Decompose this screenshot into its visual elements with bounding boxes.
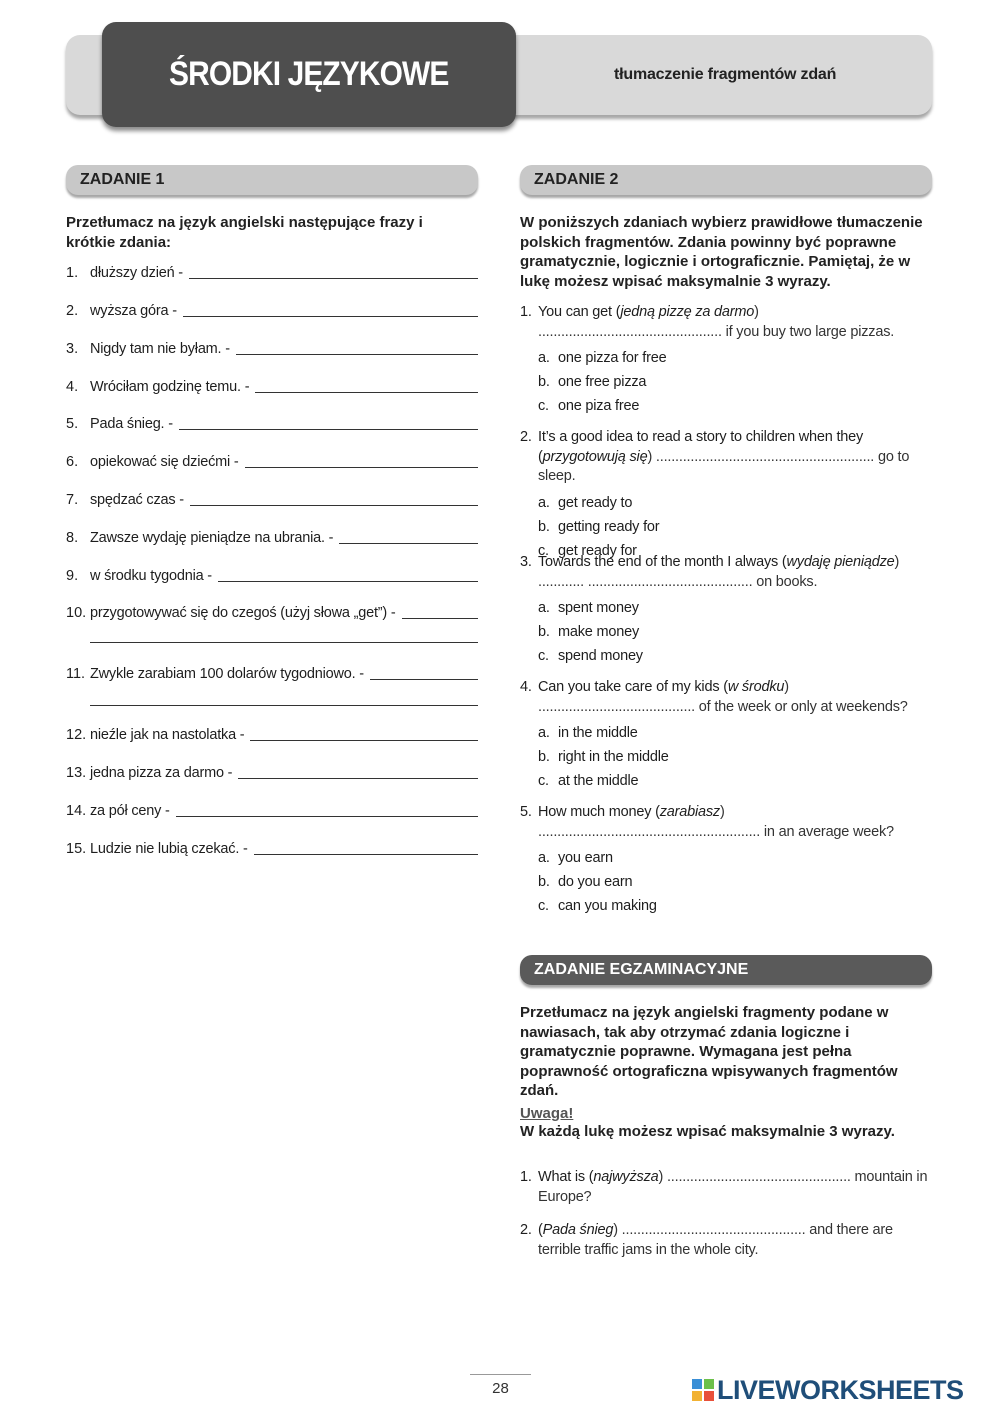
option-letter: a. [538,600,550,616]
header-title-box [102,22,516,127]
task2-question [520,553,936,668]
item-text: dłuższy dzień - [90,265,183,281]
exam-instruction: Przetłumacz na język angielski fragmenty podane w nawiasach, tak aby otrzymać zdania logiczne i gramatycznie poprawne. Wymagana jest pełna poprawność ortograficzna wpisywanych fragmentów zdań. [520,1004,898,1099]
option-letter: c. [538,542,549,559]
item-number: 4. [66,379,79,395]
option-text: getting ready for [558,518,660,535]
question-text-start: It’s a good idea to read a story to children when they ( [538,429,864,465]
item-number: 6. [66,454,79,470]
answer-line[interactable] [183,302,478,317]
item-number: 11. [66,666,86,682]
polish-hint: wydaję pieniądze [786,554,895,570]
question-gap[interactable]: ) .......................................................... in an average week? [538,804,894,840]
task2-instruction: W poniższych zdaniach wybierz prawidłowe tłumaczenie polskich fragmentów. Zdania powinny być poprawne gramatycznie, logicznie i ortograficznie. Pamiętaj, że w lukę możesz wpisać maksymalnie 3 wyrazy. [520,214,923,290]
answer-option[interactable] [538,370,936,394]
logo-squares-icon [692,1379,714,1401]
question-text-start: Can you take care of my kids ( [538,679,728,695]
task1-item[interactable] [66,802,478,819]
option-text: get ready for [558,542,637,559]
answer-line[interactable] [238,764,478,779]
option-letter: b. [538,874,550,890]
option-text: at the middle [558,773,639,789]
question-gap[interactable]: ) ......................................... of the week or only at weekends? [538,679,908,715]
task1-item[interactable] [66,378,478,395]
option-letter: a. [538,850,550,866]
answer-option[interactable] [538,346,936,370]
task1-item[interactable] [66,415,478,432]
task1-item[interactable] [66,604,478,621]
answer-options [538,346,936,418]
option-text: one piza free [558,398,640,414]
option-text: get ready to [558,494,633,511]
answer-option[interactable] [538,870,936,894]
logo-square [704,1379,714,1389]
polish-hint: w środku [727,679,785,695]
item-text: opiekować się dziećmi - [90,454,239,470]
task2-question [520,303,936,418]
answer-line[interactable] [255,378,478,393]
answer-options [538,491,936,563]
task1-item[interactable] [66,726,478,743]
answer-line[interactable] [245,453,478,468]
answer-option[interactable] [538,846,936,870]
item-number: 1. [66,265,79,281]
option-letter: b. [538,518,550,535]
answer-options [538,721,936,793]
task1-heading: ZADANIE 1 [66,165,478,195]
answer-options [538,846,936,918]
item-number: 9. [66,568,79,584]
answer-line-continued[interactable] [90,705,478,706]
option-text: you earn [558,850,613,866]
question-text-start: You can get ( [538,304,621,320]
task2-question [520,678,936,793]
question-gap[interactable]: ) ................................................ mountain in Europe? [538,1169,928,1205]
item-number: 2. [66,303,79,319]
item-number: 12. [66,727,87,743]
answer-option[interactable] [538,394,936,418]
option-letter: b. [538,374,550,390]
answer-option[interactable] [538,721,936,745]
header-subtitle: tłumaczenie fragmentów zdań [614,66,837,83]
item-number: 14. [66,803,87,819]
question-text [538,303,936,342]
answer-options [538,596,936,668]
question-text-start: Towards the end of the month I always ( [538,554,787,570]
item-text: za pół ceny - [90,803,170,819]
polish-hint: jedną pizzę za darmo [620,304,755,320]
task2-question [520,803,936,918]
option-letter: c. [538,773,549,789]
answer-line[interactable] [339,529,478,544]
item-text: Zwykle zarabiam 100 dolarów tygodniowo. - [90,666,364,682]
task2-question [520,428,936,563]
exam-question [520,1221,936,1260]
question-text [538,553,936,592]
option-letter: a. [538,350,550,366]
option-letter: b. [538,624,550,640]
item-text: Ludzie nie lubią czekać. - [90,841,248,857]
item-text: jedna pizza za darmo - [90,765,233,781]
item-number: 10. [66,605,87,621]
logo-square [692,1379,702,1389]
item-number: 15. [66,841,87,857]
answer-option[interactable] [538,596,936,620]
item-text: spędzać czas - [90,492,184,508]
answer-line[interactable] [250,726,478,741]
answer-option[interactable] [538,745,936,769]
answer-line[interactable] [176,802,478,817]
note-label: Uwaga! [520,1104,574,1122]
task1-item[interactable] [66,764,478,781]
item-text: w środku tygodnia - [90,568,212,584]
item-number: 13. [66,765,87,781]
question-gap[interactable]: ) ................................................ if you buy two large pizzas. [538,304,895,340]
answer-option[interactable] [538,894,936,918]
brand-name: LIVEWORKSHEETS [717,1374,964,1405]
page-number: 28 [492,1380,509,1397]
task1-item[interactable] [66,302,478,319]
item-number: 5. [66,416,79,432]
exam-heading: ZADANIE EGZAMINACYJNE [520,955,932,985]
item-number: 3. [66,341,79,357]
option-letter: c. [538,648,549,664]
option-text: one pizza for free [558,350,667,366]
answer-option[interactable] [538,769,936,793]
question-text [538,1168,936,1207]
page-title: ŚRODKI JĘZYKOWE [169,55,449,93]
task1-item[interactable] [66,491,478,508]
question-text [538,1221,936,1260]
item-text: Pada śnieg. - [90,416,173,432]
option-text: in the middle [558,725,638,741]
option-text: right in the middle [558,749,669,765]
item-number: 8. [66,530,79,546]
question-gap[interactable]: ) ............ ........................................... on books. [538,554,900,590]
answer-line[interactable] [189,264,478,279]
answer-line[interactable] [179,415,478,430]
task2-heading: ZADANIE 2 [520,165,932,195]
note-text: W każdą lukę możesz wpisać maksymalnie 3 wyrazy. [520,1122,895,1140]
question-number: 1. [520,304,532,320]
question-text [538,428,936,487]
option-letter: c. [538,398,549,414]
option-text: spend money [558,648,643,664]
item-number: 7. [66,492,79,508]
question-number: 2. [520,1222,532,1238]
task1-item[interactable] [66,264,478,281]
option-text: can you making [558,898,657,914]
question-text-start: What is ( [538,1169,594,1185]
option-text: spent money [558,600,639,616]
option-letter: b. [538,749,550,765]
question-text-start: ( [538,1222,543,1238]
answer-option[interactable] [538,491,936,515]
logo-square [704,1391,714,1401]
question-number: 2. [520,429,532,445]
answer-option[interactable] [538,620,936,644]
item-text: Nigdy tam nie byłam. - [90,341,230,357]
liveworksheets-logo [692,1375,964,1405]
option-letter: c. [538,898,549,914]
polish-hint: zarabiasz [659,804,720,820]
page-number-rule [470,1374,531,1375]
task1-item[interactable] [66,453,478,470]
item-text: Zawsze wydaję pieniądze na ubrania. - [90,530,334,546]
answer-line-continued[interactable] [90,642,478,643]
option-text: one free pizza [558,374,647,390]
task1-item[interactable] [66,567,478,584]
item-text: Wróciłam godzinę temu. - [90,379,250,395]
answer-line[interactable] [236,340,478,355]
question-number: 5. [520,804,532,820]
question-text [538,678,936,717]
item-text: nieźle jak na nastolatka - [90,727,245,743]
question-gap[interactable]: ) ................................................ and there are terrible traffic jams in the whole city. [538,1222,893,1258]
item-text: wyższa góra - [90,303,177,319]
option-text: make money [558,624,640,640]
task1-item[interactable] [66,529,478,546]
polish-hint: najwyższa [593,1169,659,1185]
exam-question [520,1168,936,1207]
answer-line[interactable] [190,491,478,506]
question-text [538,803,936,842]
item-text: przygotowywać się do czegoś (użyj słowa „get”) - [90,605,396,621]
task1-item[interactable] [66,840,478,857]
answer-line[interactable] [218,567,478,582]
question-number: 1. [520,1169,532,1185]
logo-square [692,1391,702,1401]
answer-option[interactable] [538,644,936,668]
task1-instruction: Przetłumacz na język angielski następujące frazy i krótkie zdania: [66,214,423,251]
polish-hint: Pada śnieg [542,1222,614,1238]
question-number: 4. [520,679,532,695]
answer-line[interactable] [370,665,478,680]
question-number: 3. [520,554,532,570]
answer-option[interactable] [538,515,936,539]
answer-line[interactable] [402,604,479,619]
task1-item[interactable] [66,340,478,357]
option-text: do you earn [558,874,633,890]
option-letter: a. [538,725,550,741]
polish-hint: przygotowują się [542,448,648,465]
option-letter: a. [538,494,550,511]
answer-line[interactable] [254,840,478,855]
task1-item[interactable] [66,665,478,682]
question-text-start: How much money ( [538,804,660,820]
question-gap[interactable]: ) ......................................................... go to sleep. [538,448,910,484]
